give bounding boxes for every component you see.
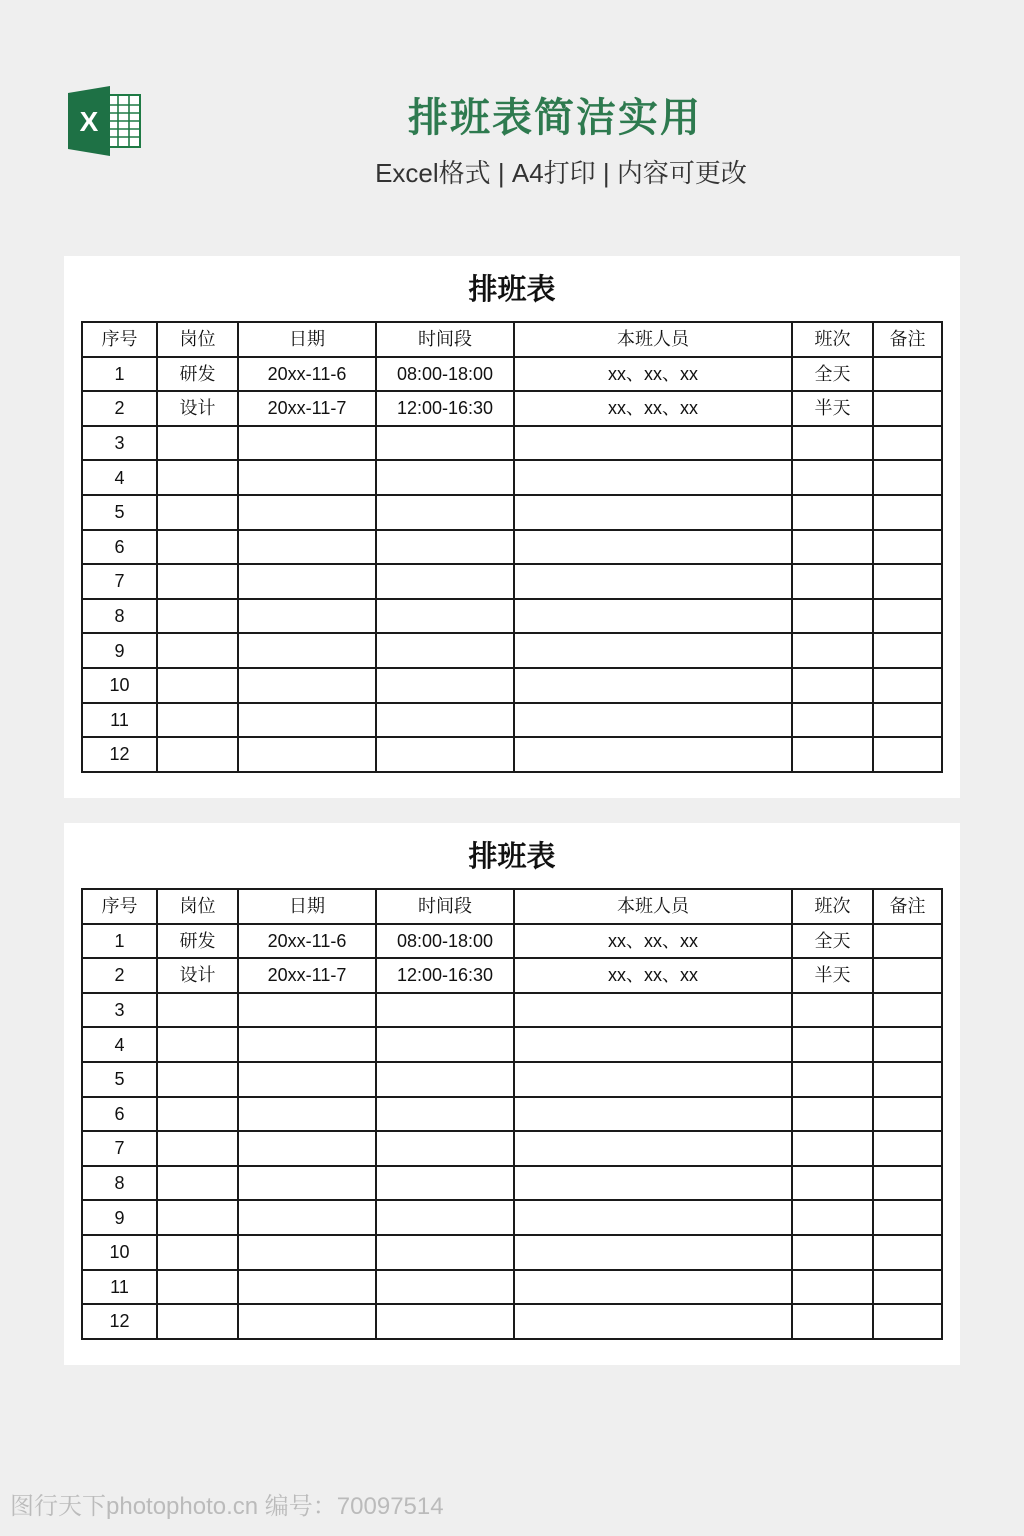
table-cell: xx、xx、xx: [514, 391, 792, 426]
table-cell: 12:00-16:30: [376, 391, 514, 426]
table-cell: [157, 1131, 238, 1166]
column-header: 本班人员: [514, 322, 792, 357]
table-cell: [792, 1235, 873, 1270]
table-cell: 9: [82, 633, 157, 668]
column-header: 岗位: [157, 889, 238, 924]
table-cell: 4: [82, 460, 157, 495]
table-cell: 10: [82, 1235, 157, 1270]
table-cell: [873, 530, 942, 565]
table-cell: [157, 495, 238, 530]
table-row: [82, 924, 942, 959]
table-cell: [873, 495, 942, 530]
table-row: [82, 958, 942, 993]
schedule-table: [81, 321, 943, 773]
table-cell: [376, 633, 514, 668]
table-cell: 20xx-11-6: [238, 924, 376, 959]
table-cell: [157, 1027, 238, 1062]
table-cell: [792, 668, 873, 703]
excel-logo-letter: X: [79, 106, 99, 137]
table-cell: [376, 530, 514, 565]
table-cell: [238, 633, 376, 668]
sheet-title: 排班表: [468, 841, 556, 873]
table-row: [82, 703, 942, 738]
table-cell: 20xx-11-6: [238, 357, 376, 392]
table-cell: [376, 1270, 514, 1305]
table-cell: 11: [82, 703, 157, 738]
table-cell: 8: [82, 599, 157, 634]
table-row: [82, 1131, 942, 1166]
table-cell: [873, 633, 942, 668]
table-cell: xx、xx、xx: [514, 958, 792, 993]
table-cell: 3: [82, 426, 157, 461]
schedule-table: [81, 888, 943, 1340]
table-cell: [238, 737, 376, 772]
table-cell: [238, 1131, 376, 1166]
table-cell: [873, 426, 942, 461]
column-header: 班次: [792, 322, 873, 357]
table-cell: 设计: [157, 958, 238, 993]
table-row: [82, 737, 942, 772]
table-cell: [376, 599, 514, 634]
table-cell: [376, 1062, 514, 1097]
column-header: 序号: [82, 322, 157, 357]
table-header-row: [82, 322, 942, 357]
table-cell: [514, 993, 792, 1028]
table-cell: [157, 668, 238, 703]
table-cell: 7: [82, 1131, 157, 1166]
table-cell: [376, 1131, 514, 1166]
table-cell: [873, 668, 942, 703]
column-header: 日期: [238, 889, 376, 924]
table-cell: [238, 1027, 376, 1062]
table-cell: xx、xx、xx: [514, 357, 792, 392]
table-cell: [376, 564, 514, 599]
table-row: [82, 993, 942, 1028]
table-cell: [238, 599, 376, 634]
table-cell: [873, 1235, 942, 1270]
table-cell: [238, 1062, 376, 1097]
table-cell: [514, 599, 792, 634]
table-cell: [873, 1200, 942, 1235]
table-row: [82, 599, 942, 634]
table-cell: [792, 1131, 873, 1166]
table-row: [82, 668, 942, 703]
table-cell: [792, 495, 873, 530]
table-cell: [873, 1304, 942, 1339]
table-row: [82, 1200, 942, 1235]
column-header: 本班人员: [514, 889, 792, 924]
table-cell: [238, 495, 376, 530]
table-cell: [514, 460, 792, 495]
table-cell: [873, 1027, 942, 1062]
table-cell: [514, 737, 792, 772]
table-cell: [157, 530, 238, 565]
table-cell: [792, 1027, 873, 1062]
table-row: [82, 1235, 942, 1270]
table-cell: [873, 564, 942, 599]
table-cell: [376, 1200, 514, 1235]
table-cell: [514, 1027, 792, 1062]
table-cell: [238, 993, 376, 1028]
table-cell: [792, 1166, 873, 1201]
table-cell: 12: [82, 737, 157, 772]
table-cell: 12:00-16:30: [376, 958, 514, 993]
table-cell: [238, 1166, 376, 1201]
table-cell: 08:00-18:00: [376, 357, 514, 392]
table-row: [82, 391, 942, 426]
schedule-sheet-2: [64, 823, 960, 1365]
table-cell: [376, 1235, 514, 1270]
table-cell: 1: [82, 924, 157, 959]
table-cell: [873, 703, 942, 738]
table-cell: [873, 1097, 942, 1132]
watermark: 图行天下photophoto.cn 编号：70097514: [10, 1493, 444, 1520]
table-cell: [873, 993, 942, 1028]
table-cell: 研发: [157, 357, 238, 392]
table-row: [82, 1062, 942, 1097]
table-cell: [376, 668, 514, 703]
table-cell: 08:00-18:00: [376, 924, 514, 959]
table-cell: 20xx-11-7: [238, 391, 376, 426]
table-cell: [792, 1200, 873, 1235]
table-cell: [792, 633, 873, 668]
table-cell: [238, 426, 376, 461]
table-cell: [157, 426, 238, 461]
table-cell: [376, 1097, 514, 1132]
table-cell: 全天: [792, 924, 873, 959]
table-cell: [873, 737, 942, 772]
table-cell: [792, 460, 873, 495]
table-cell: [157, 1062, 238, 1097]
table-cell: [514, 495, 792, 530]
table-cell: [376, 703, 514, 738]
table-cell: [792, 1270, 873, 1305]
table-cell: [157, 1270, 238, 1305]
sheet-title: 排班表: [468, 274, 556, 306]
table-cell: [376, 993, 514, 1028]
table-cell: [873, 391, 942, 426]
table-cell: 研发: [157, 924, 238, 959]
column-header: 岗位: [157, 322, 238, 357]
table-cell: [157, 1097, 238, 1132]
schedule-sheet-1: [64, 256, 960, 798]
table-cell: [514, 1270, 792, 1305]
table-cell: 3: [82, 993, 157, 1028]
table-cell: [157, 1235, 238, 1270]
table-cell: [157, 737, 238, 772]
table-cell: [238, 1235, 376, 1270]
table-cell: [873, 1131, 942, 1166]
table-cell: [792, 1097, 873, 1132]
table-cell: 12: [82, 1304, 157, 1339]
table-cell: 2: [82, 391, 157, 426]
table-cell: [238, 1097, 376, 1132]
table-cell: [157, 460, 238, 495]
table-cell: [792, 993, 873, 1028]
table-cell: [157, 1304, 238, 1339]
table-cell: 5: [82, 1062, 157, 1097]
table-cell: [514, 1097, 792, 1132]
schedule-table-container: [81, 888, 943, 1347]
table-cell: [873, 924, 942, 959]
table-cell: [792, 599, 873, 634]
table-cell: [376, 426, 514, 461]
table-cell: [376, 495, 514, 530]
table-cell: [873, 958, 942, 993]
table-cell: 5: [82, 495, 157, 530]
table-cell: 半天: [792, 958, 873, 993]
table-cell: 11: [82, 1270, 157, 1305]
table-cell: xx、xx、xx: [514, 924, 792, 959]
table-cell: [376, 460, 514, 495]
table-cell: [873, 599, 942, 634]
table-cell: [792, 530, 873, 565]
table-cell: [514, 426, 792, 461]
column-header: 时间段: [376, 322, 514, 357]
table-row: [82, 460, 942, 495]
table-cell: [873, 1270, 942, 1305]
table-cell: [514, 1200, 792, 1235]
table-cell: [514, 703, 792, 738]
table-row: [82, 426, 942, 461]
table-row: [82, 564, 942, 599]
table-cell: [157, 703, 238, 738]
table-cell: 全天: [792, 357, 873, 392]
table-row: [82, 1166, 942, 1201]
column-header: 日期: [238, 322, 376, 357]
table-cell: 7: [82, 564, 157, 599]
page-title: 排班表简洁实用: [408, 96, 702, 140]
table-cell: [238, 1304, 376, 1339]
column-header: 备注: [873, 889, 942, 924]
table-cell: [376, 1304, 514, 1339]
table-cell: [238, 1270, 376, 1305]
table-cell: [514, 530, 792, 565]
table-cell: [514, 1062, 792, 1097]
table-cell: [514, 1131, 792, 1166]
table-cell: [792, 426, 873, 461]
table-cell: [792, 1062, 873, 1097]
table-cell: [792, 737, 873, 772]
table-cell: [238, 564, 376, 599]
column-header: 时间段: [376, 889, 514, 924]
table-header-row: [82, 889, 942, 924]
table-cell: [238, 668, 376, 703]
table-cell: 2: [82, 958, 157, 993]
table-cell: 半天: [792, 391, 873, 426]
table-cell: [157, 1166, 238, 1201]
table-row: [82, 1097, 942, 1132]
table-cell: [238, 530, 376, 565]
table-cell: [514, 668, 792, 703]
table-cell: 6: [82, 530, 157, 565]
table-cell: [238, 460, 376, 495]
table-cell: [157, 633, 238, 668]
table-cell: [873, 357, 942, 392]
table-cell: [238, 703, 376, 738]
table-cell: [873, 460, 942, 495]
column-header: 备注: [873, 322, 942, 357]
column-header: 序号: [82, 889, 157, 924]
schedule-table-container: [81, 321, 943, 780]
table-row: [82, 1027, 942, 1062]
table-cell: [157, 599, 238, 634]
table-cell: [792, 703, 873, 738]
table-cell: 4: [82, 1027, 157, 1062]
table-cell: [873, 1166, 942, 1201]
table-cell: 8: [82, 1166, 157, 1201]
table-row: [82, 1270, 942, 1305]
table-cell: [157, 1200, 238, 1235]
table-row: [82, 495, 942, 530]
table-cell: [873, 1062, 942, 1097]
table-cell: [514, 1235, 792, 1270]
column-header: 班次: [792, 889, 873, 924]
table-row: [82, 633, 942, 668]
table-cell: 20xx-11-7: [238, 958, 376, 993]
table-cell: [514, 633, 792, 668]
table-cell: [376, 1027, 514, 1062]
table-cell: [157, 564, 238, 599]
table-cell: [792, 1304, 873, 1339]
table-cell: [376, 1166, 514, 1201]
table-cell: [514, 1304, 792, 1339]
table-cell: [238, 1200, 376, 1235]
table-cell: [514, 1166, 792, 1201]
table-cell: 9: [82, 1200, 157, 1235]
table-cell: [157, 993, 238, 1028]
table-row: [82, 357, 942, 392]
table-cell: [376, 737, 514, 772]
page-subtitle: Excel格式 | A4打印 | 内容可更改: [375, 158, 747, 188]
table-cell: 6: [82, 1097, 157, 1132]
table-row: [82, 530, 942, 565]
table-cell: [792, 564, 873, 599]
table-cell: 1: [82, 357, 157, 392]
table-cell: 10: [82, 668, 157, 703]
table-cell: 设计: [157, 391, 238, 426]
table-cell: [514, 564, 792, 599]
table-row: [82, 1304, 942, 1339]
